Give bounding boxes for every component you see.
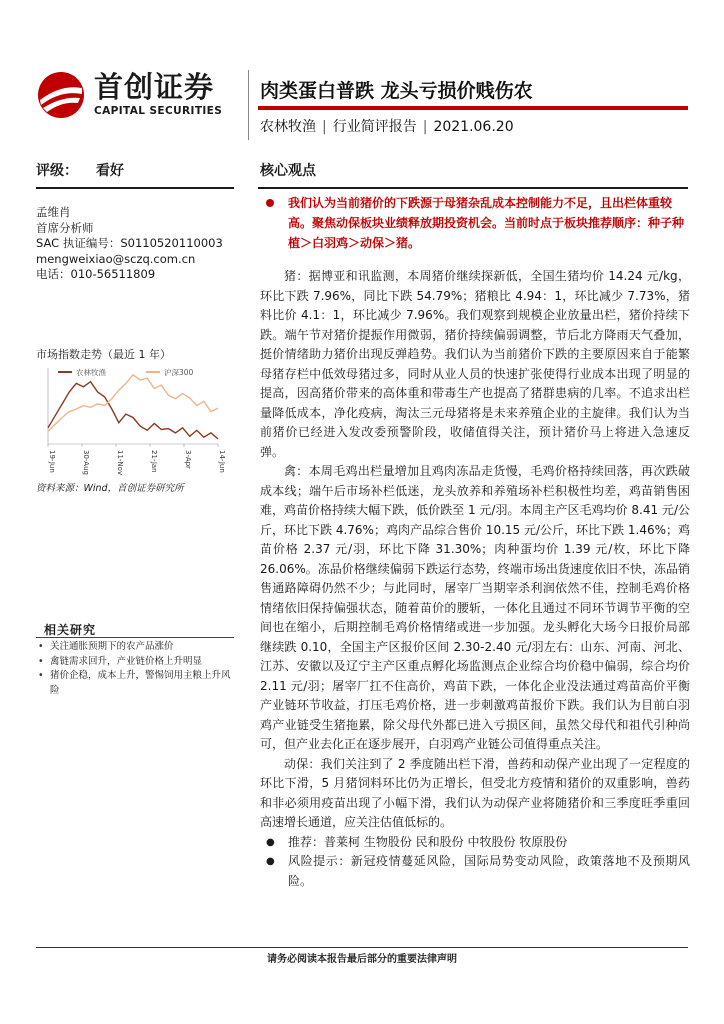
meta-separator: | bbox=[322, 119, 327, 135]
market-index-chart bbox=[36, 362, 226, 482]
bullet-dot-icon: ● bbox=[266, 836, 275, 848]
header-divider bbox=[248, 70, 249, 140]
risk-text: 风险提示：新冠疫情蔓延风险，国际局势变动风险，政策落地不及预期风险。 bbox=[288, 854, 690, 888]
related-item[interactable]: • 猪价企稳，成本上升，警惕饲用主粮上升风险 bbox=[36, 669, 236, 698]
legend-label-0: 农林牧渔 bbox=[76, 368, 106, 377]
legend-label-1: 沪深300 bbox=[164, 368, 194, 377]
chart-title: 市场指数走势（最近 1 年） bbox=[36, 348, 171, 361]
related-item[interactable]: • 关注通胀预期下的农产品涨价 bbox=[36, 640, 236, 655]
related-research-title: 相关研究 bbox=[44, 623, 97, 637]
brand-name-cn: 首创证券 bbox=[94, 70, 215, 104]
related-rule bbox=[36, 637, 234, 638]
report-meta bbox=[260, 116, 514, 136]
analyst-role: 首席分析师 bbox=[36, 220, 94, 235]
x-tick-label: 11-Nov bbox=[116, 450, 124, 476]
brand-name-en: CAPITAL SECURITIES bbox=[94, 105, 223, 117]
analyst-name: 孟维肖 bbox=[36, 205, 71, 219]
capital-securities-logo-icon bbox=[36, 70, 86, 120]
left-section-rule bbox=[36, 187, 234, 189]
rating-value: 看好 bbox=[96, 163, 124, 179]
x-tick-label: 3-Apr bbox=[184, 450, 192, 469]
sector-label: 农林牧渔 bbox=[260, 119, 316, 135]
x-tick-label: 19-Jun bbox=[48, 450, 56, 473]
meta-separator: | bbox=[422, 119, 428, 135]
recommendation-text: 推荐：普莱柯 生物股份 民和股份 中牧股份 牧原股份 bbox=[288, 834, 568, 849]
highlight-point bbox=[260, 193, 690, 253]
core-view-title: 核心观点 bbox=[260, 163, 316, 179]
legal-disclaimer: 请务必阅读本报告最后部分的重要法律声明 bbox=[267, 954, 457, 965]
recommendation-bullet bbox=[260, 833, 690, 853]
report-type: 行业简评报告 bbox=[332, 119, 417, 135]
risk-bullet bbox=[260, 852, 690, 891]
highlight-text: 我们认为当前猪价的下跌源于母猪杂乱成本控制能力不足，且出栏体重较高。聚焦动保板块业绩释放期投资机会。当前时点于板块推荐顺序：种子种植＞白羽鸡＞动保＞猪。 bbox=[288, 196, 685, 250]
footer-rule bbox=[36, 947, 688, 948]
chart-source: 资料来源：Wind，首创证券研究所 bbox=[36, 483, 184, 494]
right-section-rule bbox=[258, 187, 688, 189]
core-view-body bbox=[260, 193, 690, 891]
paragraph-hog: 猪：据博亚和讯监测，本周猪价继续探新低，全国生猪均价 14.24 元/kg，环比下跌 7.96%，同比下跌 54.79%；猪粮比 4.94：1，环比减少 7.73%，猪料比价 4.1：1，环比减少 7.96%。我们观察到规模企业放量出栏，猪价持续下跌。端午节对猪价提振作用微弱，猪价持续偏弱调整，节后北方降雨天气叠加，挺价情绪助力猪价出现反弹趋势。我们认为当前猪价下跌的主要原因来自于能繁母猪存栏中低效母猪过多，同时从业人员的快速扩张使得行业成本出现了明显的提高，因高猪价带来的高体重和带毒生产也提高了猪群患病的几率。不追求出栏量降低成本，净化疫病，淘汰三元母猪将是未来养殖企业的主旋律。我们认为当前猪价已经进入发改委预警阶段，收储值得关注，预计猪价马上将进入急速反弹。 bbox=[260, 269, 690, 459]
series-line-1 bbox=[48, 375, 218, 431]
rating bbox=[36, 160, 124, 180]
analyst-cert: SAC 执证编号：S0110520110003 bbox=[36, 236, 223, 251]
title-rule bbox=[258, 106, 688, 110]
report-date: 2021.06.20 bbox=[433, 119, 514, 135]
rating-label: 评级： bbox=[36, 163, 78, 179]
report-title: 肉类蛋白普跌 龙头亏损价贱伤农 bbox=[260, 80, 533, 102]
bullet-dot-icon: ● bbox=[266, 856, 275, 867]
paragraph-animal-health: 动保：我们关注到了 2 季度随出栏下滑，兽药和动保产业出现了一定程度的环比下滑，5 月猪饲料环比仍为正增长，但受北方疫情和猪价的双重影响，兽药和非必须用疫苗出现了小幅下滑，我们认为动保产业将随猪价和三季度旺季重回高速增长通道，应关注估值低标的。 bbox=[260, 756, 690, 829]
x-tick-label: 21-Jan bbox=[150, 450, 158, 473]
related-research-list bbox=[36, 640, 236, 698]
bullet-dot-icon bbox=[266, 199, 274, 207]
x-tick-label: 14-Jun bbox=[218, 450, 226, 473]
analyst-email: mengweixiao@sczq.com.cn bbox=[36, 251, 196, 266]
paragraph-poultry: 禽：本周毛鸡出栏量增加且鸡肉冻品走货慢，毛鸡价格持续回落，再次跌破成本线；端午后市场补栏低迷，龙头放养和养殖场补栏积极性均差，鸡苗销售困难，鸡苗价格持续大幅下跌，低价跌至 1 元/羽。本周主产区毛鸡均价 8.41 元/公斤，环比下跌 4.76%；鸡肉产品综合售价 10.15 元/公斤，环比下跌 1.46%；鸡苗价格 2.37 元/羽，环比下降 31.30%；肉种蛋均价 1.39 元/枚，环比下降 26.06%。冻品价格继续偏弱下跌运行态势，终端市场出货速度依旧不快，冻品销售通路障碍仍然不少；与此同时，屠宰厂当期宰杀利润依然不佳，控制毛鸡价格情绪依旧保持偏强状态，随着苗价的腰斩，一体化且通过不同环节调节平衡的空间也在缩小，后期控制毛鸡价格情绪或进一步加强。龙头孵化大场今日报价局部继续跌 0.10，全国主产区报价区间 2.30-2.40 元/羽左右：山东、河南、河北、江苏、安徽以及辽宁主产区重点孵化场监测点企业综合均价稳中偏弱，综合均价 2.11 元/羽；屠宰厂扛不住高价，鸡苗下跌，一体化企业没法通过鸡苗高价平衡产业链环节收益，打压毛鸡价格，进一步刺激鸡苗报价下跌。我们认为目前白羽鸡产业链受生猪拖累，除父母代外都已进入亏损区间，虽然父母代和祖代引种尚可，但产业去化正在逐步展开，白羽鸡产业链公司值得重点关注。 bbox=[260, 464, 690, 751]
analyst-phone: 电话：010-56511809 bbox=[36, 267, 156, 282]
x-tick-label: 30-Aug bbox=[82, 450, 90, 475]
related-item[interactable]: • 禽链需求回升，产业链价格上升明显 bbox=[36, 655, 236, 670]
analyst-info bbox=[36, 205, 223, 283]
